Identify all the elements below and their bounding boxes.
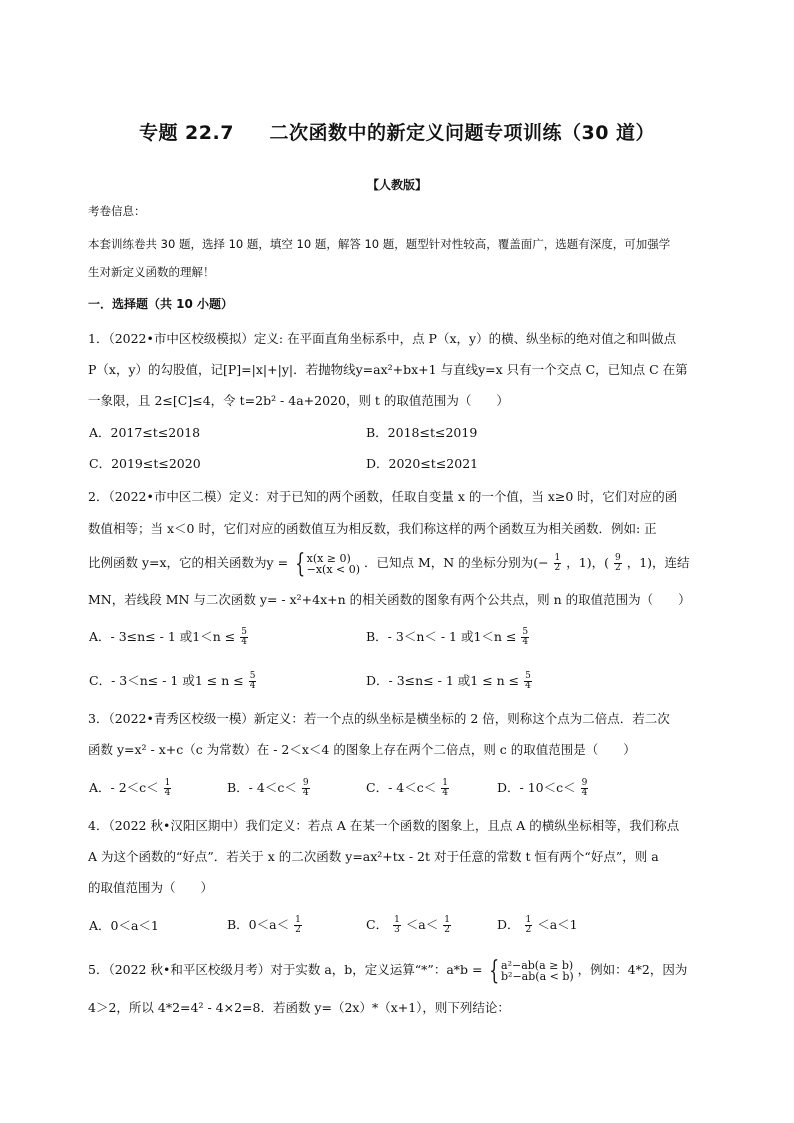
q1-option-a: A．2017≤t≤2018: [89, 425, 201, 440]
q2-line-3-c: ，1)，(: [566, 555, 609, 570]
q3-option-a-text: A．- 2＜c＜: [89, 780, 159, 795]
fraction: [554, 554, 562, 573]
q5-line-1: [88, 955, 688, 986]
fraction: [393, 916, 401, 935]
q4-line-2: A 为这个函数的“好点”．若关于 x 的二次函数 y=ax²+tx - 2t 对于任意的常数 t 恒有两个“好点”，则 a: [88, 849, 659, 864]
q4-option-b-text: B．0＜a＜: [227, 917, 290, 932]
q5-piecewise: [486, 955, 574, 986]
q4-line-3: 的取值范围为（ ）: [88, 880, 214, 895]
fraction-denominator: 2: [295, 925, 301, 935]
q3-option-c: [366, 779, 450, 798]
fraction-denominator: 4: [164, 788, 171, 798]
q3-option-a: [89, 779, 172, 798]
info-label: 考卷信息：: [88, 204, 146, 218]
fraction-numerator: 9: [302, 778, 309, 788]
q3-line-2: 函数 y=x² - x+c（c 为常数）在 - 2＜x＜4 的图象上存在两个二倍点，则 c 的取值范围是（ ）: [88, 742, 636, 757]
page-title: 专题 22.7 二次函数中的新定义问题专项训练（30 道）: [138, 122, 656, 144]
piecewise-cases: [501, 960, 574, 982]
fraction-denominator: 2: [554, 563, 561, 573]
fraction-numerator: 1: [444, 915, 450, 925]
q2-option-c: [89, 672, 257, 691]
fraction-numerator: 9: [614, 553, 621, 563]
fraction-denominator: 2: [525, 925, 532, 935]
q4-option-d-label: D．: [497, 917, 520, 932]
brace-symbol: {: [295, 548, 306, 579]
edition-label: 【人教版】: [366, 178, 427, 192]
q5-line-1-b: ，例如：4*2，因为: [577, 962, 688, 977]
brace-symbol: {: [489, 955, 500, 986]
fraction-numerator: 5: [241, 627, 247, 637]
fraction: [164, 779, 172, 798]
fraction-numerator: 1: [525, 915, 532, 925]
fraction: [240, 628, 248, 647]
q1-option-c: C．2019≤t≤2020: [89, 456, 201, 471]
q2-line-3: [88, 548, 690, 579]
fraction-denominator: 4: [442, 788, 448, 798]
fraction: [581, 779, 589, 798]
section-heading-choice: 一．选择题（共 10 小题）: [88, 297, 234, 311]
fraction-numerator: 5: [249, 671, 256, 681]
q1-line-1: 1．（2022•市中区校级模拟）定义: 在平面直角坐标系中，点 P（x，y）的横、纵坐标的绝对值之和叫做点: [88, 331, 677, 346]
q2-option-a: [89, 628, 249, 647]
q2-piecewise: [292, 548, 361, 579]
q2-line-2: 数值相等；当 x＜0 时，它们对应的函数值互为相反数，我们称这样的两个函数互为相关函数．例如: 正: [88, 521, 657, 536]
q2-line-3-a: 比例函数 y=x，它的相关函数为y =: [88, 555, 289, 570]
q4-option-d: [497, 916, 578, 935]
q4-option-c-label: C．: [366, 917, 389, 932]
q4-line-1: 4．（2022 秋•汉阳区期中）我们定义：若点 A 在某一个函数的图象上，且点 A 的横纵坐标相等，我们称点: [88, 818, 680, 833]
fraction: [521, 628, 529, 647]
q3-option-d-text: D．- 10＜c＜: [497, 780, 576, 795]
q2-line-3-b: ．已知点 M，N 的坐标分别为(−: [364, 555, 549, 570]
q2-option-a-text: A．- 3≤n≤ - 1 或1＜n ≤: [89, 629, 236, 644]
fraction: [614, 554, 622, 573]
piecewise-case-2: b²−ab(a < b): [501, 969, 574, 983]
fraction-denominator: 2: [444, 925, 450, 935]
q2-option-d-text: D．- 3≤n≤ - 1 或1 ≤ n ≤: [366, 673, 520, 688]
q4-option-a: A．0＜a＜1: [89, 918, 159, 933]
q2-option-c-text: C．- 3＜n≤ - 1 或1 ≤ n ≤: [89, 673, 244, 688]
fraction-numerator: 1: [554, 553, 561, 563]
q1-line-3: 一象限，且 2≤[C]≤4，令 t=2b² - 4a+2020，则 t 的取值范围为（ ）: [88, 393, 509, 408]
fraction-denominator: 4: [241, 637, 247, 647]
piecewise-case-1: a²−ab(a ≥ b): [501, 958, 574, 972]
fraction-numerator: 1: [442, 778, 448, 788]
q3-option-c-text: C．- 4＜c＜: [366, 780, 437, 795]
fraction: [294, 916, 302, 935]
fraction: [302, 779, 310, 798]
q3-option-b: [227, 779, 311, 798]
fraction: [441, 779, 449, 798]
fraction-denominator: 4: [525, 681, 531, 691]
q4-option-b: [227, 916, 303, 935]
q2-option-b: [366, 628, 530, 647]
q1-line-2: P（x，y）的勾股值，记[P]=|x|+|y|．若抛物线y=ax²+bx+1 与直线y=x 只有一个交点 C，已知点 C 在第: [88, 362, 688, 377]
fraction-denominator: 4: [302, 788, 309, 798]
q1-option-d: D．2020≤t≤2021: [366, 456, 479, 471]
fraction-numerator: 5: [522, 627, 529, 637]
fraction-denominator: 4: [522, 637, 529, 647]
fraction-numerator: 1: [295, 915, 301, 925]
fraction: [443, 916, 451, 935]
info-line-2: 生对新定义函数的理解！: [88, 265, 215, 279]
piecewise-case-1: x(x ≥ 0): [306, 551, 351, 565]
q2-option-d: [366, 672, 533, 691]
fraction-denominator: 4: [581, 788, 588, 798]
q2-line-3-d: ，1)，连结: [626, 555, 690, 570]
piecewise-case-2: −x(x < 0): [306, 562, 361, 576]
q4-option-c-text: ＜a＜: [405, 917, 439, 932]
fraction: [249, 672, 257, 691]
fraction-denominator: 4: [249, 681, 256, 691]
fraction-denominator: 3: [394, 925, 400, 935]
q4-option-d-text: ＜a＜1: [537, 917, 578, 932]
fraction-numerator: 5: [525, 671, 531, 681]
q3-line-1: 3．（2022•青秀区校级一模）新定义：若一个点的纵坐标是横坐标的 2 倍，则称这个点为二倍点．若二次: [88, 711, 670, 726]
q2-line-1: 2．（2022•市中区二模）定义：对于已知的两个函数，任取自变量 x 的一个值，当 x≥0 时，它们对应的函: [88, 489, 678, 504]
q2-option-b-text: B．- 3＜n＜ - 1 或1＜n ≤: [366, 629, 517, 644]
q2-line-4: MN，若线段 MN 与二次函数 y= - x²+4x+n 的相关函数的图象有两个公共点，则 n 的取值范围为（ ）: [88, 592, 691, 607]
q5-line-1-a: 5．（2022 秋•和平区校级月考）对于实数 a，b，定义运算“*”：a*b =: [88, 962, 483, 977]
fraction-numerator: 1: [164, 778, 171, 788]
piecewise-cases: [307, 553, 360, 575]
q3-option-b-text: B．- 4＜c＜: [227, 780, 297, 795]
fraction-denominator: 2: [614, 563, 621, 573]
fraction-numerator: 9: [581, 778, 588, 788]
fraction-numerator: 1: [394, 915, 400, 925]
fraction: [524, 672, 532, 691]
info-line-1: 本套训练卷共 30 题，选择 10 题，填空 10 题，解答 10 题，题型针对性较高，覆盖面广，选题有深度，可加强学: [88, 237, 671, 251]
q4-option-c: [366, 916, 452, 935]
q3-option-d: [497, 779, 589, 798]
q1-option-b: B．2018≤t≤2019: [366, 425, 478, 440]
fraction: [525, 916, 533, 935]
q5-line-2: 4＞2，所以 4*2=4² - 4×2=8．若函数 y=（2x）*（x+1），则下列结论：: [88, 1000, 510, 1015]
